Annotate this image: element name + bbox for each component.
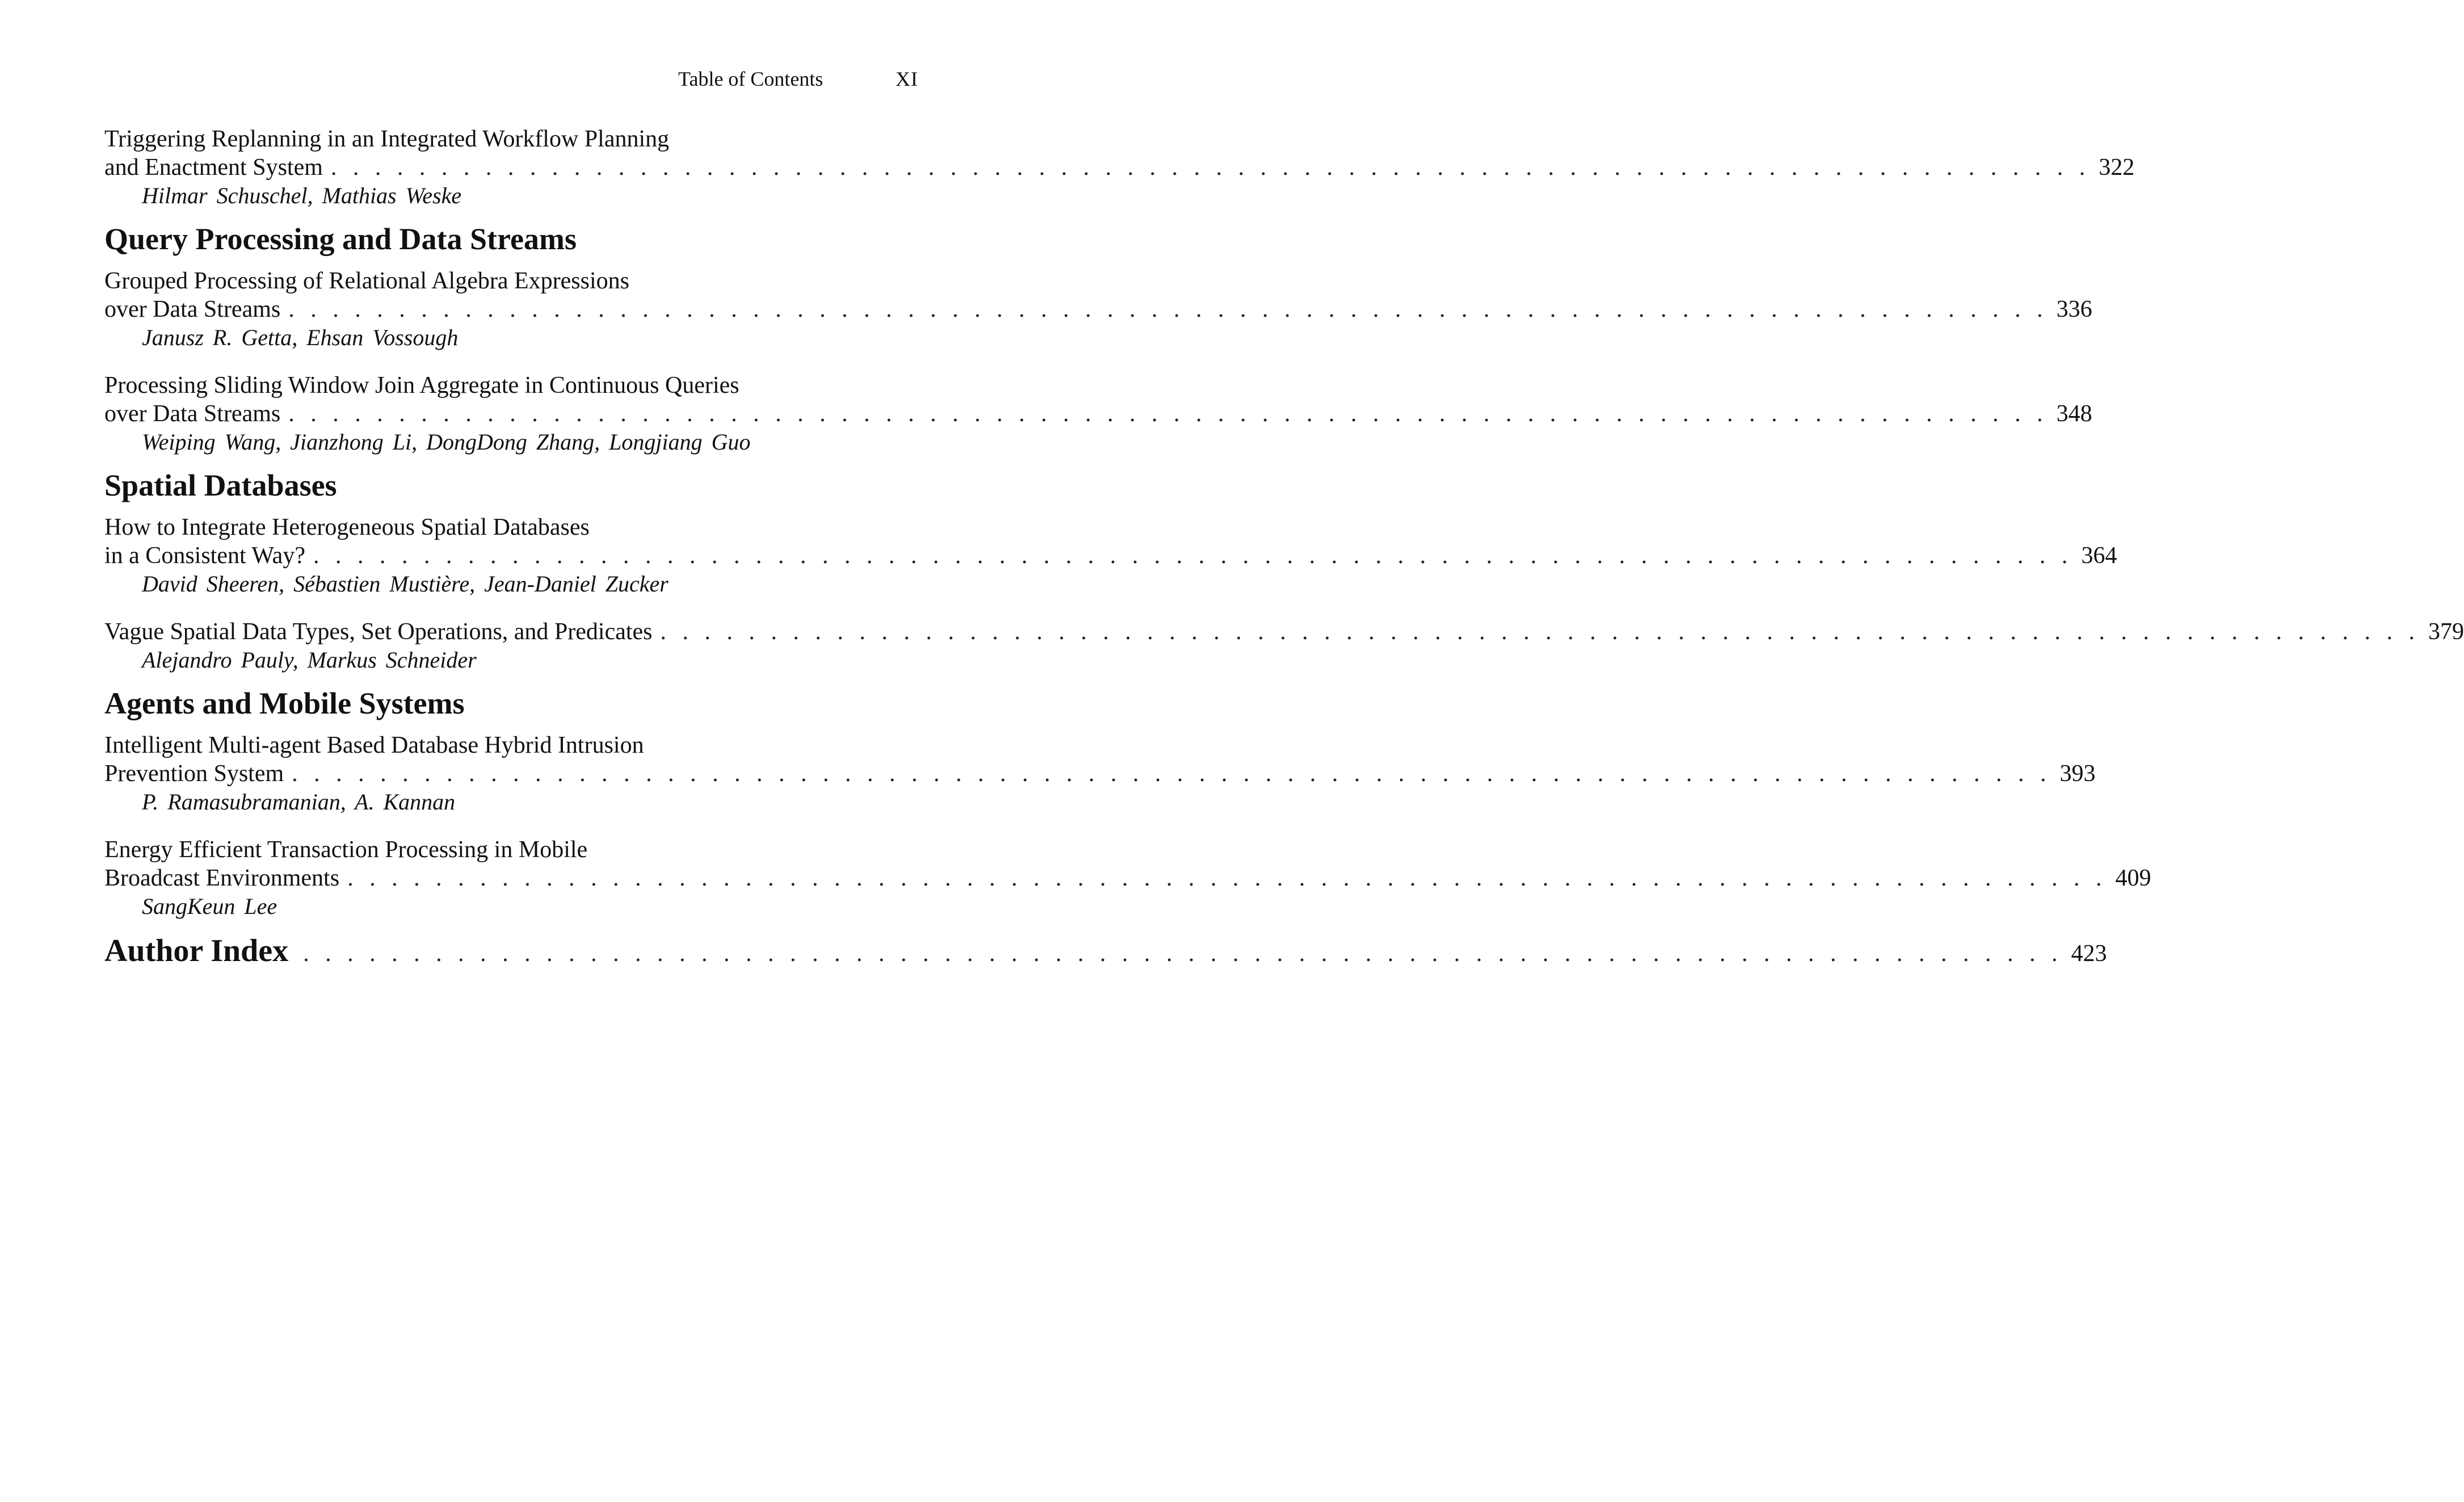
entry-title-line-1: Grouped Processing of Relational Algebra Expressions bbox=[104, 268, 629, 294]
dot-leader: . . . . . . . . . . . . . . . . . . . . . . . . . . . . . . . . . . . . . . . . . . . . . . . . . . . . . . . . . . . . . . . . . . . . . . . . . . . . . . . . bbox=[347, 865, 2107, 891]
entry-authors: SangKeun Lee bbox=[142, 893, 277, 919]
entry-title-line-2 bbox=[104, 864, 2151, 892]
entry-page-number: 364 bbox=[2081, 543, 2117, 569]
table-of-contents bbox=[104, 125, 2464, 968]
toc-entry[interactable] bbox=[104, 618, 2464, 674]
running-head-title: Table of Contents bbox=[678, 68, 823, 90]
entry-title-line-1: How to Integrate Heterogeneous Spatial Databases bbox=[104, 514, 590, 540]
toc-entry[interactable] bbox=[104, 513, 2117, 598]
entry-title-line-2 bbox=[104, 295, 2092, 324]
entry-authors: Hilmar Schuschel, Mathias Weske bbox=[142, 183, 462, 208]
author-index-label: Author Index bbox=[104, 933, 289, 968]
author-index-page-number: 423 bbox=[2071, 941, 2107, 967]
section-heading: Spatial Databases bbox=[104, 468, 337, 502]
dot-leader: . . . . . . . . . . . . . . . . . . . . . . . . . . . . . . . . . . . . . . . . . . . . . . . . . . . . . . . . . . . . . . . . . . . . . . . . . . . . . . . . bbox=[288, 401, 2048, 427]
dot-leader: . . . . . . . . . . . . . . . . . . . . . . . . . . . . . . . . . . . . . . . . . . . . . . . . . . . . . . . . . . . . . . . . . . . . . . . . . . . . . . . . bbox=[313, 543, 2073, 569]
entry-title-line-1: Triggering Replanning in an Integrated Workflow Planning bbox=[104, 126, 670, 152]
entry-authors: Janusz R. Getta, Ehsan Vossough bbox=[142, 325, 459, 350]
entry-title-line-2 bbox=[104, 542, 2117, 570]
entry-title-tail: and Enactment System bbox=[104, 154, 323, 181]
entry-title-tail: over Data Streams bbox=[104, 401, 281, 427]
entry-title-line-1: Processing Sliding Window Join Aggregate in Continuous Queries bbox=[104, 372, 739, 398]
author-index-entry[interactable] bbox=[104, 933, 2107, 968]
dot-leader: . . . . . . . . . . . . . . . . . . . . . . . . . . . . . . . . . . . . . . . . . . . . . . . . . . . . . . . . . . . . . . . . . . . . . . . . . . . . . . . . bbox=[303, 941, 2063, 967]
dot-leader: . . . . . . . . . . . . . . . . . . . . . . . . . . . . . . . . . . . . . . . . . . . . . . . . . . . . . . . . . . . . . . . . . . . . . . . . . . . . . . . . bbox=[288, 296, 2048, 322]
entry-page-number: 409 bbox=[2115, 865, 2151, 891]
entry-title-tail: in a Consistent Way? bbox=[104, 543, 305, 569]
entry-page-number: 322 bbox=[2099, 154, 2135, 181]
entry-title-line-2 bbox=[104, 153, 2135, 182]
entry-title-line-2 bbox=[104, 760, 2096, 788]
entry-page-number: 336 bbox=[2056, 296, 2092, 322]
toc-entry[interactable] bbox=[104, 371, 2092, 456]
entry-title-tail: Broadcast Environments bbox=[104, 865, 340, 891]
entry-page-number: 393 bbox=[2059, 761, 2096, 787]
entry-page-number: 348 bbox=[2056, 401, 2092, 427]
section-heading: Agents and Mobile Systems bbox=[104, 686, 465, 720]
entry-title-tail: Vague Spatial Data Types, Set Operations, and Predicates bbox=[104, 619, 653, 645]
toc-entry[interactable] bbox=[104, 836, 2151, 921]
entry-authors: David Sheeren, Sébastien Mustière, Jean-Daniel Zucker bbox=[142, 571, 668, 597]
entry-title-line-1: Energy Efficient Transaction Processing in Mobile bbox=[104, 837, 588, 863]
running-head bbox=[0, 67, 1019, 92]
entry-title-line-2 bbox=[104, 400, 2092, 428]
entry-title-line-1 bbox=[104, 618, 2464, 646]
section-heading: Query Processing and Data Streams bbox=[104, 222, 577, 256]
toc-entry[interactable] bbox=[104, 125, 2135, 210]
toc-entry[interactable] bbox=[104, 267, 2092, 352]
entry-page-number: 379 bbox=[2428, 619, 2464, 645]
entry-title-tail: over Data Streams bbox=[104, 296, 281, 322]
dot-leader: . . . . . . . . . . . . . . . . . . . . . . . . . . . . . . . . . . . . . . . . . . . . . . . . . . . . . . . . . . . . . . . . . . . . . . . . . . . . . . . . bbox=[292, 761, 2051, 787]
entry-title-tail: Prevention System bbox=[104, 761, 284, 787]
running-head-page-number: XI bbox=[895, 68, 918, 90]
entry-authors: Weiping Wang, Jianzhong Li, DongDong Zhang, Longjiang Guo bbox=[142, 429, 751, 455]
dot-leader: . . . . . . . . . . . . . . . . . . . . . . . . . . . . . . . . . . . . . . . . . . . . . . . . . . . . . . . . . . . . . . . . . . . . . . . . . . . . . . . . bbox=[660, 619, 2420, 645]
dot-leader: . . . . . . . . . . . . . . . . . . . . . . . . . . . . . . . . . . . . . . . . . . . . . . . . . . . . . . . . . . . . . . . . . . . . . . . . . . . . . . . . bbox=[330, 154, 2091, 181]
entry-authors: Alejandro Pauly, Markus Schneider bbox=[142, 647, 477, 673]
entry-authors: P. Ramasubramanian, A. Kannan bbox=[142, 789, 456, 815]
toc-entry[interactable] bbox=[104, 731, 2096, 816]
entry-title-line-1: Intelligent Multi-agent Based Database Hybrid Intrusion bbox=[104, 732, 644, 758]
